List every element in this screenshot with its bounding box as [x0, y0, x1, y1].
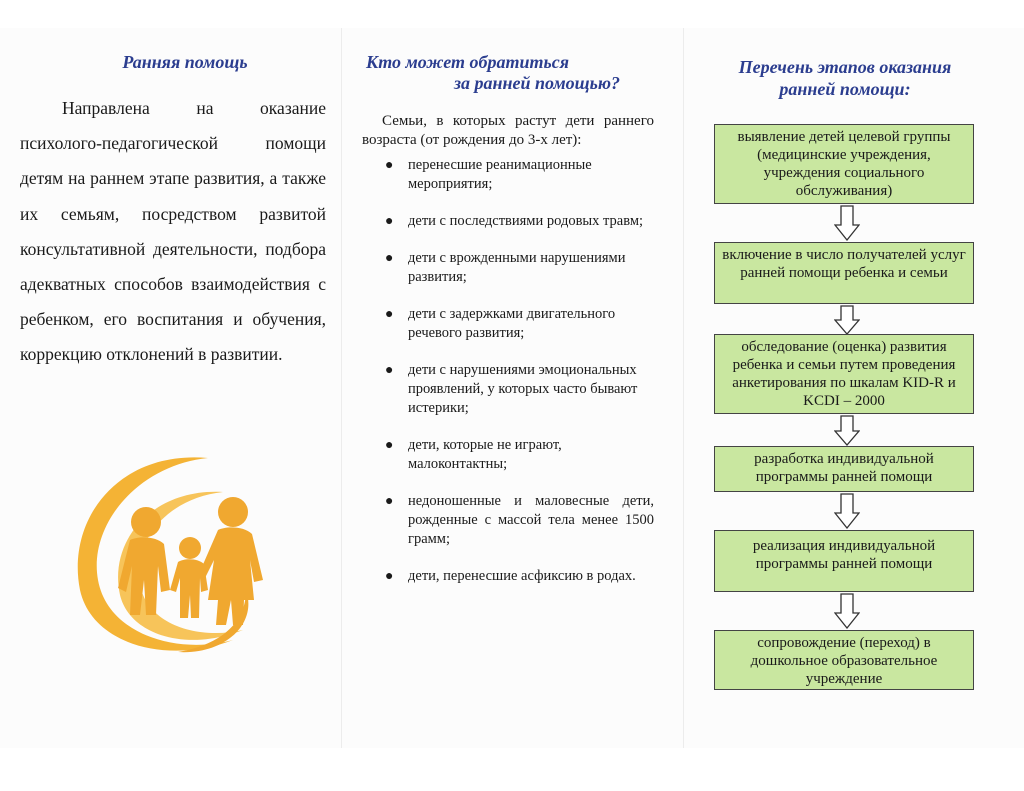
panel-who-can-apply	[362, 52, 654, 604]
fold-line	[341, 28, 342, 748]
bullet-icon: ●	[385, 251, 394, 266]
family-logo	[58, 440, 288, 675]
arrow-down-icon	[834, 205, 860, 241]
bullet-icon: ●	[385, 569, 394, 584]
stage-box: включение в число получателей услуг ранней помощи ребенка и семьи	[714, 242, 974, 304]
arrow-down-icon	[834, 415, 860, 446]
bullet-icon: ●	[385, 307, 394, 322]
list-item: ● недоношенные и маловесные дети, рожденные с массой тела менее 1500 грамм;	[385, 493, 654, 547]
bullet-icon: ●	[385, 438, 394, 453]
list-item: ● дети с нарушениями эмоциональных проявлений, у которых часто бывают истерики;	[385, 362, 638, 416]
list-item: ● перенесшие реанимационные мероприятия;	[385, 157, 592, 192]
stages-title-line1: Перечень этапов оказания	[738, 57, 952, 77]
early-help-text-block	[20, 91, 326, 373]
early-help-text: Направлена на оказание психолого-педагогической помощи детям на раннем этапе развития, а также их семьям, посредством развитой консультативной деятельности, подбора адекватных способов взаимодействия с ребенком, его воспитания и обучения, коррекцию отклонений в развитии.	[20, 98, 326, 365]
bullet-icon: ●	[385, 363, 394, 378]
stage-box: обследование (оценка) развития ребенка и семьи путем проведения анкетирования по шкалам KID-R и KCDI – 2000	[714, 334, 974, 414]
list-item: ● дети, перенесшие асфиксию в родах.	[385, 568, 636, 584]
panel-stages	[714, 56, 976, 100]
list-item: ● дети с задержками двигательного речевого развития;	[385, 306, 616, 341]
list-item: ● дети с последствиями родовых травм;	[385, 213, 644, 229]
stage-box: выявление детей целевой группы (медицинские учреждения, учреждения социального обслуживания)	[714, 124, 974, 204]
who-title-line1: Кто может обратиться	[366, 52, 569, 72]
arrow-down-icon	[834, 593, 860, 629]
bullet-icon: ●	[385, 494, 394, 509]
who-intro: Семьи, в которых растут дети раннего возраста (от рождения до 3-х лет):	[362, 113, 654, 148]
family-icon	[58, 440, 288, 670]
bullet-icon: ●	[385, 214, 394, 229]
fold-line	[683, 28, 684, 748]
bullet-icon: ●	[385, 158, 394, 173]
early-help-title: Ранняя помощь	[122, 52, 248, 72]
list-item: ● дети, которые не играют, малоконтактны;	[385, 437, 562, 472]
arrow-down-icon	[834, 305, 860, 335]
stages-title-line2: ранней помощи:	[779, 79, 911, 99]
list-item: ● дети с врожденными нарушениями развития;	[385, 250, 626, 285]
stage-box: разработка индивидуальной программы ранней помощи	[714, 446, 974, 492]
panel-early-help	[20, 52, 326, 373]
stage-box: сопровождение (переход) в дошкольное образовательное учреждение	[714, 630, 974, 690]
stage-box: реализация индивидуальной программы ранней помощи	[714, 530, 974, 592]
who-title-line2: за ранней помощью?	[454, 73, 621, 93]
arrow-down-icon	[834, 493, 860, 529]
who-list	[362, 156, 654, 586]
